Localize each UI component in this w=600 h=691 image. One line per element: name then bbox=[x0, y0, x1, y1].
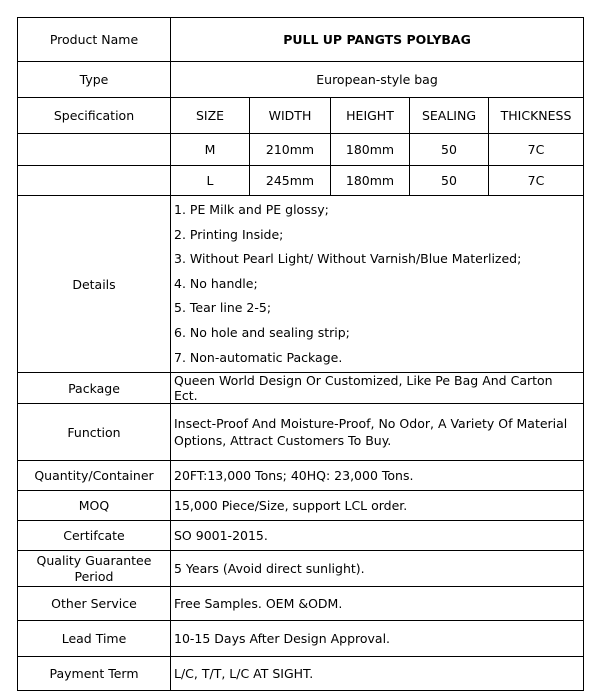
spec-header-sealing: SEALING bbox=[410, 98, 489, 134]
certificate-value: SO 9001-2015. bbox=[171, 521, 584, 551]
row-lead-time bbox=[18, 621, 584, 657]
row-spec-l bbox=[18, 166, 584, 196]
spec-cell: M bbox=[171, 134, 250, 166]
row-quantity bbox=[18, 461, 584, 491]
spec-header-height: HEIGHT bbox=[331, 98, 410, 134]
spec-cell: 50 bbox=[410, 166, 489, 196]
details-item: 1. PE Milk and PE glossy; bbox=[174, 202, 329, 217]
details-list bbox=[174, 196, 580, 372]
row-type bbox=[18, 62, 584, 98]
spec-cell: 7C bbox=[489, 166, 584, 196]
details-item: 7. Non-automatic Package. bbox=[174, 349, 343, 365]
spec-row-spacer bbox=[18, 166, 171, 196]
product-name-value: PULL UP PANGTS POLYBAG bbox=[171, 18, 584, 62]
specification-label: Specification bbox=[18, 98, 171, 134]
row-payment bbox=[18, 657, 584, 691]
row-certificate bbox=[18, 521, 584, 551]
product-name-label: Product Name bbox=[18, 18, 171, 62]
spec-cell: L bbox=[171, 166, 250, 196]
details-item: 3. Without Pearl Light/ Without Varnish/Blue Materlized; bbox=[174, 251, 522, 267]
quantity-value: 20FT:13,000 Tons; 40HQ: 23,000 Tons. bbox=[171, 461, 584, 491]
spec-cell: 180mm bbox=[331, 134, 410, 166]
row-package bbox=[18, 373, 584, 404]
payment-value: L/C, T/T, L/C AT SIGHT. bbox=[171, 657, 584, 691]
details-item: 5. Tear line 2-5; bbox=[174, 300, 272, 316]
payment-label: Payment Term bbox=[18, 657, 171, 691]
spec-cell: 7C bbox=[489, 134, 584, 166]
details-item: 2. Printing Inside; bbox=[174, 226, 284, 242]
details-value bbox=[171, 196, 584, 373]
package-label: Package bbox=[18, 373, 171, 404]
spec-cell: 245mm bbox=[250, 166, 331, 196]
row-product-name bbox=[18, 18, 584, 62]
function-label: Function bbox=[18, 404, 171, 461]
spec-header-width: WIDTH bbox=[250, 98, 331, 134]
type-value: European-style bag bbox=[171, 62, 584, 98]
spec-row-spacer bbox=[18, 134, 171, 166]
spec-header-size: SIZE bbox=[171, 98, 250, 134]
product-spec-table bbox=[17, 17, 584, 691]
moq-label: MOQ bbox=[18, 491, 171, 521]
row-other-service bbox=[18, 587, 584, 621]
type-label: Type bbox=[18, 62, 171, 98]
certificate-label: Certifcate bbox=[18, 521, 171, 551]
spec-header-thickness: THICKNESS bbox=[489, 98, 584, 134]
row-spec-m bbox=[18, 134, 584, 166]
spec-cell: 50 bbox=[410, 134, 489, 166]
details-item: 4. No handle; bbox=[174, 275, 258, 291]
lead-time-value: 10-15 Days After Design Approval. bbox=[171, 621, 584, 657]
spec-cell: 180mm bbox=[331, 166, 410, 196]
row-spec-header bbox=[18, 98, 584, 134]
spec-cell: 210mm bbox=[250, 134, 331, 166]
moq-value: 15,000 Piece/Size, support LCL order. bbox=[171, 491, 584, 521]
other-service-value: Free Samples. OEM &ODM. bbox=[171, 587, 584, 621]
quality-value: 5 Years (Avoid direct sunlight). bbox=[171, 551, 584, 587]
details-item: 6. No hole and sealing strip; bbox=[174, 324, 350, 340]
row-moq bbox=[18, 491, 584, 521]
quantity-label: Quantity/Container bbox=[18, 461, 171, 491]
function-value: Insect-Proof And Moisture-Proof, No Odor, A Variety Of Material Options, Attract Customers To Buy. bbox=[171, 404, 584, 461]
row-details bbox=[18, 196, 584, 373]
quality-label: Quality Guarantee Period bbox=[18, 551, 171, 587]
details-label: Details bbox=[18, 196, 171, 373]
other-service-label: Other Service bbox=[18, 587, 171, 621]
lead-time-label: Lead Time bbox=[18, 621, 171, 657]
row-function bbox=[18, 404, 584, 461]
package-value: Queen World Design Or Customized, Like Pe Bag And Carton Ect. bbox=[171, 373, 584, 404]
row-quality bbox=[18, 551, 584, 587]
